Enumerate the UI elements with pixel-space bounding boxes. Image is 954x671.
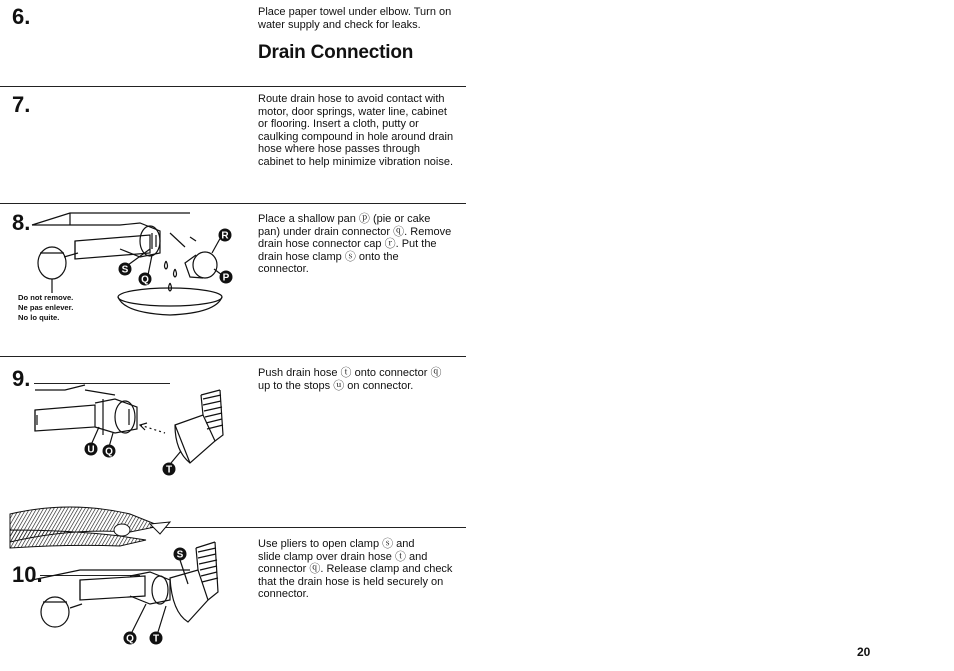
step-10-line: Use pliers to open clamp ⓢ and [258,538,415,550]
step-8-text [258,213,468,276]
step-9-line: Push drain hose ⓣ onto connector ⓠ [258,367,442,379]
step-7-line: hose where hose passes through [258,143,421,156]
step-6-line: water supply and check for leaks. [258,18,421,31]
step-9-line: up to the stops ⓤ on connector. [258,379,414,392]
callout-u: U [87,444,95,456]
callout-r: R [221,230,229,242]
step-10-line: slide clamp over drain hose ⓣ and [258,550,428,563]
step-8-line: drain hose connector cap ⓡ. Put the [258,238,437,251]
step-10-line: connector. [258,588,309,601]
step-8-line: Place a shallow pan ⓟ (pie or cake [258,213,431,225]
step-9-underline [34,383,170,384]
warning-line-fr: Ne pas enlever. [18,303,74,312]
section-heading: Drain Connection [258,42,414,63]
step-9-illustration [25,385,245,495]
callout-s: S [176,549,184,561]
callout-t: T [165,464,173,476]
step-8-illustration [0,205,240,335]
step-8-number: 8. [12,210,31,235]
callout-q: Q [141,274,149,286]
callout-s: S [121,264,129,276]
step-10-text [258,538,468,601]
step-9-text [258,367,468,392]
step-10-line: that the drain hose is held securely on [258,575,444,588]
step-7-text [258,93,468,169]
warning-line-es: No lo quite. [18,313,60,322]
divider-step-7 [0,86,466,87]
step-8-line: pan) under drain connector ⓠ. Remove [258,225,452,238]
callout-t: T [152,633,160,645]
step-10-number: 10. [12,562,43,587]
step-7-line: motor, door springs, water line, cabinet [258,105,447,118]
step-8-line: connector. [258,263,309,276]
page-number: 20 [857,645,871,659]
callout-q: Q [126,633,134,645]
step-7-line: caulking compound in hole around drain [258,130,454,143]
divider-step-9 [0,356,466,357]
step-6-line: Place paper towel under elbow. Turn on [258,6,452,18]
step-10-illustration [10,500,230,650]
step-9-number: 9. [12,366,31,391]
divider-step-8 [0,203,466,204]
step-7-line: or flooring. Insert a cloth, putty or [258,118,419,131]
step-10-line: connector ⓠ. Release clamp and check [258,563,453,576]
step-6-number: 6. [12,4,31,29]
step-8-line: drain hose clamp ⓢ onto the [258,250,399,263]
warning-line-en: Do not remove. [18,293,74,302]
callout-p: P [222,272,230,284]
step-6-text [258,6,468,31]
step-7-line: Route drain hose to avoid contact with [258,93,445,105]
step-7-line: cabinet to help minimize vibration noise. [258,155,454,168]
callout-q: Q [105,446,113,458]
step-7-number: 7. [12,92,31,117]
